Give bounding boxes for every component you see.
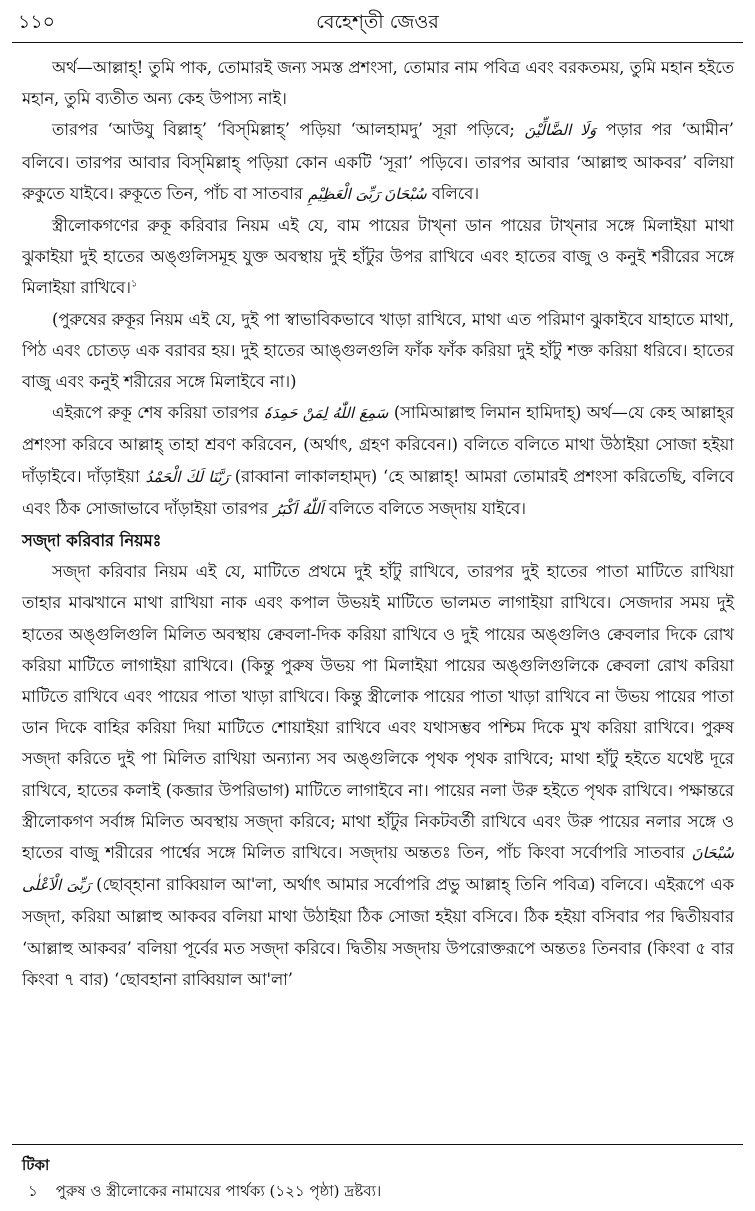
arabic-phrase: وَلَا الضَّالِّيْنَ — [524, 121, 597, 140]
body-text — [22, 52, 734, 995]
text-run: (পুরুষের রুকূর নিয়ম এই যে, দুই পা স্বাভাবিকভাবে খাড়া রাখিবে, মাথা এত পরিমাণ ঝুকাইবে যাহাতে মাথা, পিঠ এবং চোতড় এক বরাবর হয়। দুই হাতের আঙ্গুলগুলি ফাঁক ফাঁক করিয়া দুই হাঁটু শক্ত করিয়া ধরিবে। হাতের বাজু এবং কনুই শরীরের সঙ্গে মিলাইবে না।) — [22, 309, 734, 392]
arabic-phrase: اَللّٰهُ اَكْبَرُ — [273, 499, 324, 518]
running-title: বেহেশ্‌তী জেওর — [316, 11, 439, 33]
footnote-item — [22, 1178, 734, 1204]
page-header — [0, 8, 755, 38]
text-run: বলিতে বলিতে সজ্‌দায় যাইবে। — [323, 498, 526, 518]
arabic-phrase: سُبْحَانَ رَبِّىَ الْاَعْلٰى — [22, 844, 734, 895]
text-run: অর্থ—আল্লাহ্‌! তুমি পাক, তোমারই জন্য সমস্ত প্রশংসা, তোমার নাম পবিত্র এবং বরকতময়, তুমি মহান হইতে মহান, তুমি ব্যতীত অন্য কেহ উপাস্য নাই। — [22, 58, 734, 109]
footnote-heading: টিকা — [22, 1156, 50, 1174]
text-run: (সামিআল্লাহু লিমান হামিদাহ্‌) অর্থ—যে কেহ আল্লাহ্‌র প্রশংসা করিবে আল্লাহ্‌ তাহা শ্রবণ করিবেন, (অর্থাৎ, গ্রহণ করিবেন।) বলিতে বলিতে মাথা উঠাইয়া সোজা হইয়া দাঁড়াইবে। দাঁড়াইয়া — [22, 403, 734, 486]
paragraph — [22, 114, 734, 210]
text-run: স্ত্রীলোকগণের রুকূ করিবার নিয়ম এই যে, বাম পায়ের টাখ্‌না ডান পায়ের টাখ্‌নার সঙ্গে মিলাইয়া মাথা ঝুকাইয়া দুই হাতের অঙ্গুলিসমূহ যুক্ত অবস্থায় দুই হাঁটুর উপর রাখিবে এবং হাতের বাজু ও কনুই শরীরের সঙ্গে মিলাইয়া রাখিবে। — [22, 216, 734, 298]
paragraph — [22, 304, 734, 398]
footnote-text: পুরুষ ও স্ত্রীলোকের নামাযের পার্থক্য (১২১ পৃষ্ঠা) দ্রষ্টব্য। — [55, 1182, 382, 1200]
text-run: সজ্‌দা করিবার নিয়ম এই যে, মাটিতে প্রথমে দুই হাঁটু রাখিবে, তারপর দুই হাতের পাতা মাটিতে রাখিয়া তাহার মাঝখানে মাথা রাখিয়া নাক এবং কপাল উভয়ই মাটিতে ভালমত লাগাইয়া রাখিবে। সেজদার সময় দুই হাতের অঙ্গুলিগুলি মিলিত অবস্থায় ক্বেবলা-দিক করিয়া রাখিবে ও দুই পায়ের অঙ্গুলিও ক্বেবলার দিকে রোখ করিয়া মাটিতে লাগাইয়া রাখিবে। (কিন্তু পুরুষ উভয় পা মিলাইয়া পায়ের অঙ্গুলিগুলিকে ক্বেবলা রোখ করিয়া মাটিতে রাখিবে এবং পায়ের পাতা খাড়া রাখিবে। কিন্তু স্ত্রীলোক পায়ের পাতা খাড়া রাখিবে না উভয় পায়ের পাতা ডান দিকে বাহির করিয়া দিয়া মাটিতে শোয়াইয়া রাখিবে এবং যথাসম্ভব পশ্চিম দিকে মুখ করিয়া রাখিবে। পুরুষ সজ্‌দা করিতে দুই পা মিলিত রাখিয়া অন্যান্য সব অঙ্গুলিকে পৃথক পৃথক রাখিবে; মাথা হাঁটু হইতে যথেষ্ট দূরে রাখিবে, হাতের কলাই (কব্জার উপরিভাগ) মাটিতে লাগাইবে না। পায়ের নলা উরু হইতে পৃথক রাখিবে। পক্ষান্তরে স্ত্রীলোকগণ সর্বাঙ্গ মিলিত অবস্থায় সজ্‌দা করিবে; মাথা হাঁটুর নিকটবর্তী রাখিবে এবং উরু পায়ের নলার সঙ্গে ও হাতের বাজু শরীরের পার্শ্বের সঙ্গে মিলিত রাখিবে। সজ্‌দায় অন্ততঃ তিন, পাঁচ কিংবা সর্বোপরি সাতবার — [22, 562, 734, 863]
text-run: (ছোব্‌হানা রাব্বিয়াল আ'লা, অর্থাৎ আমার সর্বোপরি প্রভু আল্লাহ্‌ তিনি পবিত্র) বলিবে। এইরূপে এক সজ্‌দা, করিয়া আল্লাহু আকবর বলিয়া মাথা উঠাইয়া ঠিক সোজা হইয়া বসিবে। ঠিক হইয়া বসিবার পর দ্বিতীয়বার ‘আল্লাহু আকবর’ বলিয়া পূর্বের মত সজ্‌দা করিবে। দ্বিতীয় সজ্‌দায় উপরোক্তরূপে অন্ততঃ তিনবার (কিংবা ৫ বার কিংবা ৭ বার) ‘ছোবহানা রাব্বিয়াল আ'লা’ — [22, 875, 734, 989]
footnote-rule — [12, 1144, 743, 1145]
footnotes — [22, 1152, 734, 1204]
header-rule — [12, 42, 743, 43]
paragraph — [22, 52, 734, 114]
paragraph — [22, 210, 734, 304]
text-run: এইরূপে রুকূ শেষ করিয়া তারপর — [52, 403, 264, 423]
text-run: (রাব্বানা লাকালহাম্‌দ) ‘হে আল্লাহ্‌! আমরা তোমারই প্রশংসা করিতেছি, বলিবে এবং ঠিক সোজাভাবে দাঁড়াইয়া তারপর — [22, 466, 734, 518]
text-run: পড়ার পর ‘আমীন’ বলিবে। তারপর আবার বিস্‌মিল্লাহ্‌ পড়িয়া কোন একটি ‘সূরা’ পড়িবে। তারপর আবার ‘আল্লাহু আকবর’ বলিয়া রুকুতে যাইবে। রুকূতে তিন, পাঁচ বা সাতবার — [22, 120, 734, 203]
text-run: তারপর ‘আউযু বিল্লাহ্‌’ ‘বিস্‌মিল্লাহ্‌’ পড়িয়া ‘আলহামদু’ সূরা পড়িবে; — [52, 120, 525, 140]
arabic-phrase: رَبَّنَا لَكَ الْحَمْدُ — [145, 467, 229, 486]
text-run: সজ্‌দা করিবার নিয়মঃ — [22, 531, 162, 551]
text-run: বলিবে। — [426, 183, 480, 203]
footnote-marker: ১ — [130, 279, 138, 290]
paragraph — [22, 556, 734, 995]
arabic-phrase: سَمِعَ اللّٰهُ لِمَنْ حَمِدَهٗ — [263, 404, 389, 423]
arabic-phrase: سُبْحَانَ رَبِّىَ الْعَظِيْمِ — [308, 184, 427, 203]
footnote-number: ১ — [28, 1182, 38, 1200]
paragraph — [22, 397, 734, 525]
page-number: ১১০ — [18, 11, 56, 33]
section-heading — [22, 525, 734, 556]
